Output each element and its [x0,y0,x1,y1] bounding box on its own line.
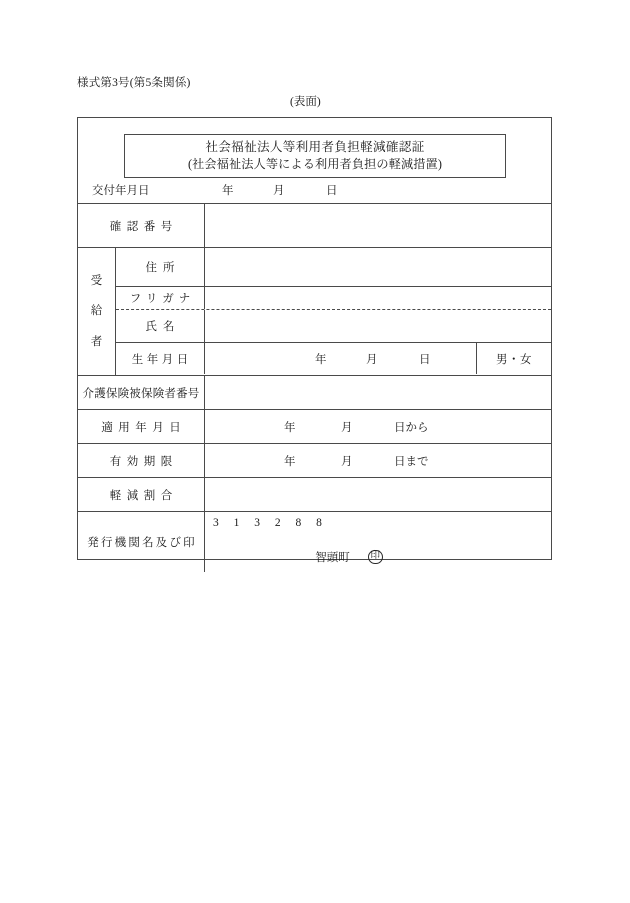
issue-date-label: 交付年月日 [92,185,150,197]
issuer-number: 3 1 3 2 8 8 [213,517,328,529]
application-date-label: 適用年月日 [78,410,205,443]
issue-date-year: 年 [222,185,234,197]
application-date-month: 月 [341,421,353,434]
address-value[interactable] [205,248,551,286]
certificate-title-sub: (社会福祉法人等による利用者負担の軽減措置) [187,157,443,172]
row-birth-date [116,343,551,374]
birth-date-value[interactable] [205,343,476,374]
issue-date-day: 日 [326,185,338,197]
application-date-day-suffix: 日から [394,421,429,434]
certificate-title-main: 社会福祉法人等利用者負担軽減確認証 [205,140,425,155]
birth-date-year: 年 [315,353,327,366]
recipient-block [78,248,551,376]
row-address [116,248,551,287]
issuer-name: 智頭町 [315,552,350,564]
furigana-label: フリガナ [116,287,205,309]
application-date-year: 年 [284,421,296,434]
reduction-rate-label: 軽減割合 [78,478,205,511]
birth-date-month: 月 [366,353,378,366]
reduction-rate-value[interactable] [205,478,551,511]
confirmation-number-value[interactable] [205,204,551,247]
row-reduction-rate [78,478,551,512]
furigana-value[interactable] [205,287,551,309]
sex-value[interactable]: 男・女 [476,343,551,374]
application-date-value[interactable] [205,410,551,443]
row-issuer [78,512,551,572]
confirmation-number-label: 確認番号 [78,204,205,247]
row-application-date [78,410,551,444]
certificate-title-box [124,134,506,178]
row-insured-number [78,376,551,410]
valid-until-label: 有効期限 [78,444,205,477]
seal-icon: 印 [368,550,383,564]
issuer-name-wrap [205,549,551,565]
valid-until-month: 月 [341,455,353,468]
issue-date-month: 月 [273,185,285,197]
certificate-form-frame [77,117,552,564]
recipient-sub-rows [116,248,551,375]
side-label: (表面) [290,96,321,108]
name-value[interactable] [205,310,551,342]
form-number-label: 様式第3号(第5条関係) [77,77,191,89]
address-label: 住所 [116,248,205,286]
recipient-char-3: 者 [90,335,103,348]
issuer-value[interactable] [205,512,551,572]
issue-date-row [78,180,551,203]
recipient-char-1: 受 [90,274,103,287]
birth-date-day: 日 [419,353,431,366]
recipient-char-2: 給 [90,305,103,318]
valid-until-day-suffix: 日まで [394,455,429,468]
row-name [116,310,551,343]
recipient-vertical-label [78,248,116,375]
form-grid [78,203,551,572]
insured-number-label: 介護保険被保険者番号 [78,376,205,409]
row-valid-until [78,444,551,478]
valid-until-year: 年 [284,455,296,468]
row-confirmation-number [78,204,551,248]
name-label: 氏名 [116,310,205,342]
issuer-label: 発行機関名及び印 [78,512,205,572]
birth-date-label: 生年月日 [116,343,205,374]
row-furigana [116,287,551,310]
valid-until-value[interactable] [205,444,551,477]
insured-number-value[interactable] [205,376,551,409]
